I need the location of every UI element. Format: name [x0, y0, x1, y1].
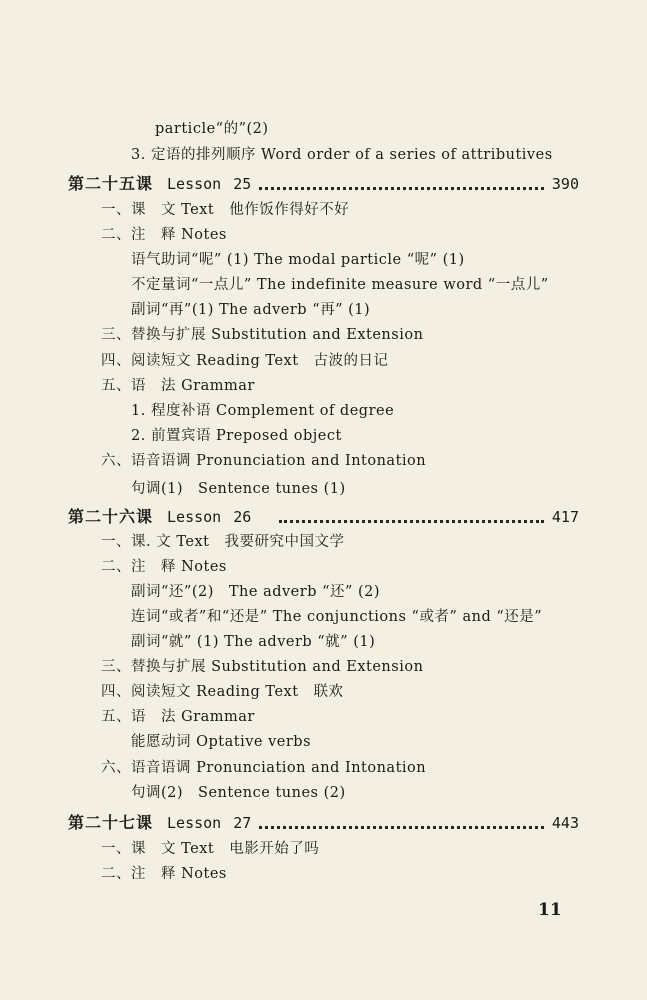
lesson-number: 第二十五课: [68, 174, 154, 193]
toc-line: 副词“还”(2) The adverb “还” (2): [131, 584, 381, 600]
toc-line: 能愿动词 Optative verbs: [131, 734, 312, 750]
lesson-word: Lesson: [167, 508, 222, 526]
lesson-index: 27: [233, 814, 252, 832]
lesson-word: Lesson: [167, 175, 222, 193]
lesson-index: 26: [233, 508, 252, 526]
toc-line: 不定量词“一点儿” The indefinite measure word “一点儿”: [131, 277, 549, 293]
toc-line: 一、课 文 Text 电影开始了吗: [101, 841, 320, 857]
toc-line: 四、阅读短文 Reading Text 联欢: [101, 684, 344, 700]
toc-line: particle“的”(2): [155, 121, 269, 137]
toc-line: 二、注 释 Notes: [101, 227, 227, 243]
toc-line: 副词“再”(1) The adverb “再” (1): [131, 302, 371, 318]
page-number: 417: [551, 508, 579, 526]
toc-line: 句调(2) Sentence tunes (2): [131, 785, 346, 801]
toc-line: 2. 前置宾语 Preposed object: [131, 428, 342, 444]
toc-line: 1. 程度补语 Complement of degree: [131, 403, 395, 419]
toc-line: 连词“或者”和“还是” The conjunctions “或者” and “还是”: [131, 609, 543, 625]
toc-line: 3. 定语的排列顺序 Word order of a series of attributives: [131, 147, 553, 163]
leader-dots: [259, 185, 544, 190]
toc-line: 句调(1) Sentence tunes (1): [131, 481, 346, 497]
folio-page-number: 11: [538, 900, 562, 920]
toc-line: 五、语 法 Grammar: [101, 709, 255, 725]
toc-line: 一、课 文 Text 他作饭作得好不好: [101, 202, 350, 218]
leader-dots: [259, 824, 544, 829]
toc-line: 六、语音语调 Pronunciation and Intonation: [101, 760, 427, 776]
page-number: 390: [551, 175, 579, 193]
lesson-heading: [68, 505, 579, 529]
toc-line: 六、语音语调 Pronunciation and Intonation: [101, 453, 427, 469]
toc-line: 副词“就” (1) The adverb “就” (1): [131, 634, 376, 650]
lesson-index: 25: [233, 175, 252, 193]
toc-line: 一、课. 文 Text 我要研究中国文学: [101, 534, 345, 550]
toc-line: 四、阅读短文 Reading Text 古波的日记: [101, 353, 389, 369]
page-number: 443: [551, 814, 579, 832]
toc-line: 三、替换与扩展 Substitution and Extension: [101, 659, 424, 675]
toc-line: 三、替换与扩展 Substitution and Extension: [101, 327, 424, 343]
toc-line: 五、语 法 Grammar: [101, 378, 255, 394]
leader-dots: [279, 518, 544, 523]
lesson-heading: [68, 811, 579, 835]
lesson-heading: [68, 172, 579, 196]
toc-line: 语气助词“呢” (1) The modal particle “呢” (1): [131, 252, 465, 268]
toc-line: 二、注 释 Notes: [101, 866, 227, 882]
lesson-word: Lesson: [167, 814, 222, 832]
lesson-number: 第二十六课: [68, 507, 154, 526]
toc-line: 二、注 释 Notes: [101, 559, 227, 575]
lesson-number: 第二十七课: [68, 813, 154, 832]
